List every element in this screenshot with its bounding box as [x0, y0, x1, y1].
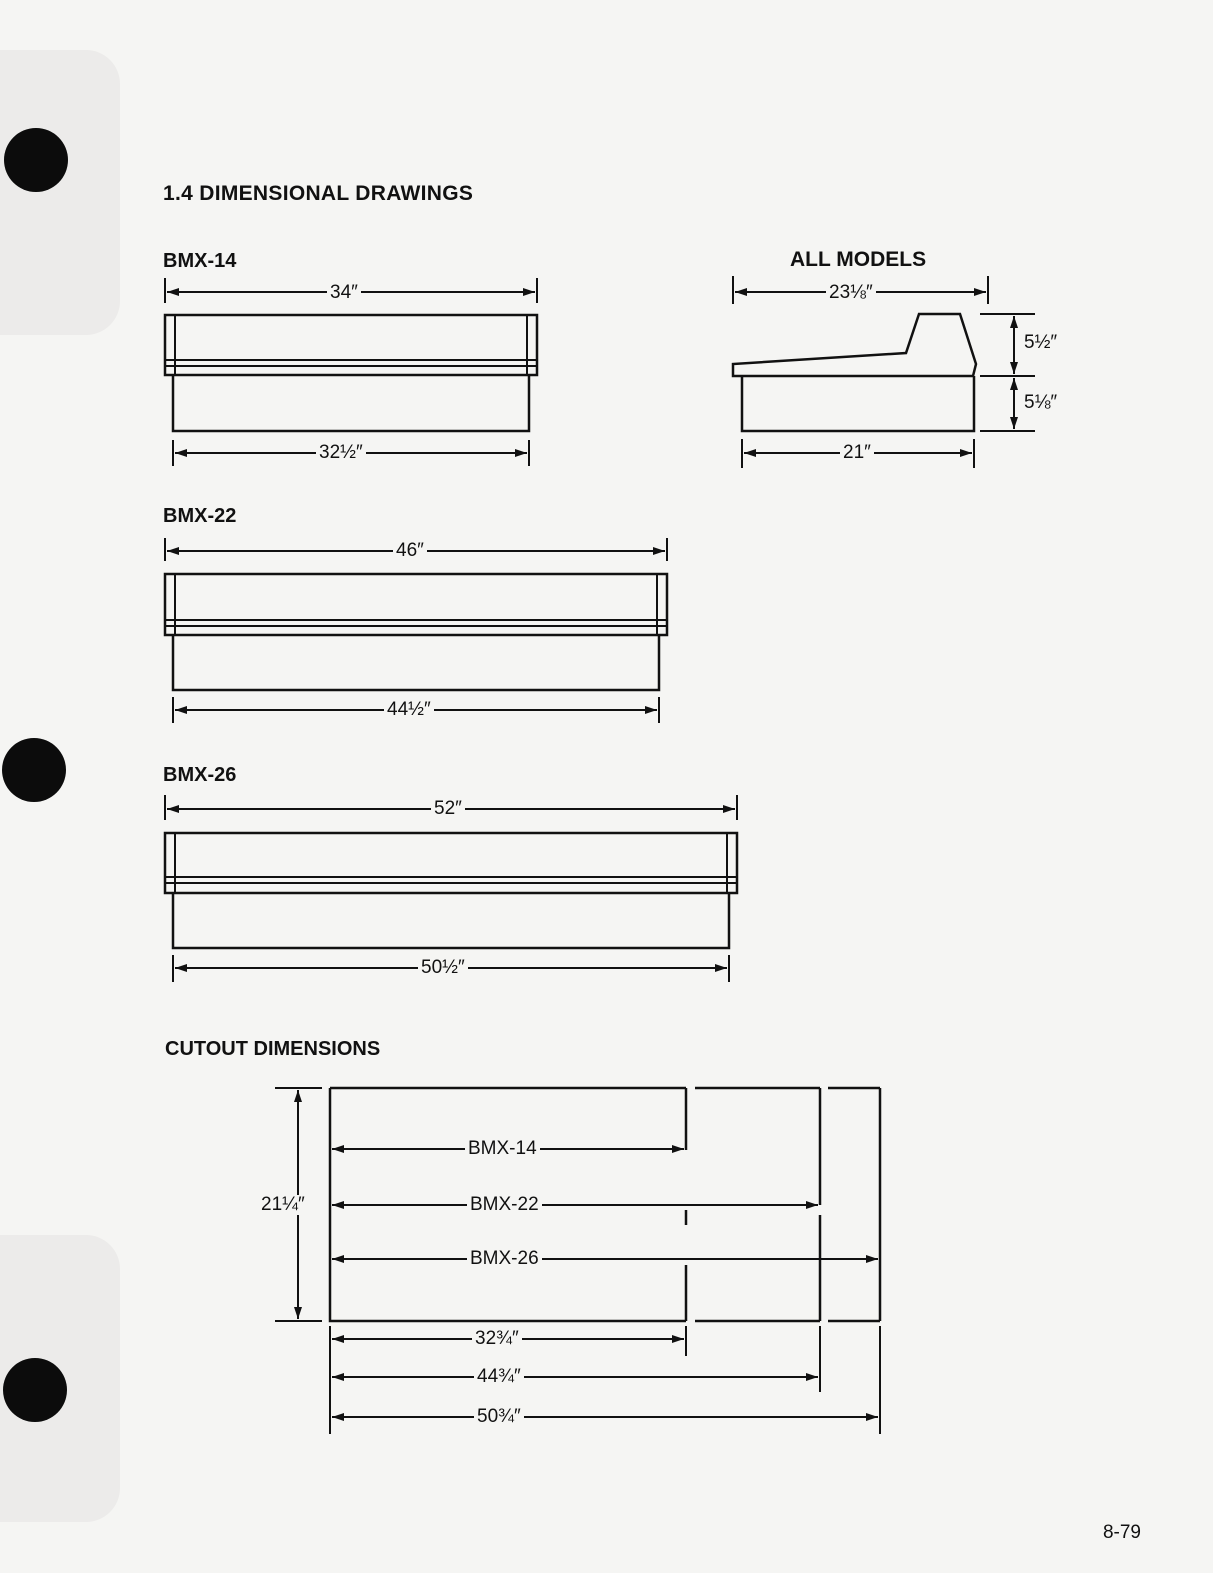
model-label-bmx-22: BMX-22 [163, 505, 237, 527]
bmx-26-drawing [165, 795, 737, 982]
all-models-upper-height: 5½″ [1021, 333, 1060, 353]
all-models-depth: 23⅛″ [826, 283, 876, 303]
bmx-22-base-width: 44½″ [384, 700, 434, 720]
cutout-height: 21¼″ [258, 1195, 308, 1215]
all-models-base-depth: 21″ [840, 443, 874, 463]
cutout-drawing [275, 1088, 880, 1434]
model-label-bmx-14: BMX-14 [163, 250, 237, 272]
cutout-label-bmx-22: BMX-22 [467, 1195, 542, 1215]
cutout-width-bmx-22: 44¾″ [474, 1367, 524, 1387]
all-models-lower-height: 5⅛″ [1021, 393, 1060, 413]
bmx-14-top-width: 34″ [327, 283, 361, 303]
bmx-14-base-width: 32½″ [316, 443, 366, 463]
cutout-width-bmx-26: 50¾″ [474, 1407, 524, 1427]
bmx-26-base-width: 50½″ [418, 958, 468, 978]
cutout-label-bmx-26: BMX-26 [467, 1249, 542, 1269]
side-profile-drawing [733, 276, 1035, 468]
cutout-title: CUTOUT DIMENSIONS [165, 1038, 381, 1060]
bmx-14-drawing [165, 278, 537, 466]
bmx-22-drawing [165, 538, 667, 723]
cutout-width-bmx-14: 32¾″ [472, 1329, 522, 1349]
model-label-bmx-26: BMX-26 [163, 764, 237, 786]
all-models-title: ALL MODELS [790, 248, 927, 271]
page-number: 8-79 [1102, 1522, 1141, 1543]
section-title: 1.4 DIMENSIONAL DRAWINGS [163, 182, 474, 205]
bmx-26-top-width: 52″ [431, 799, 465, 819]
bmx-22-top-width: 46″ [393, 541, 427, 561]
cutout-label-bmx-14: BMX-14 [465, 1139, 540, 1159]
